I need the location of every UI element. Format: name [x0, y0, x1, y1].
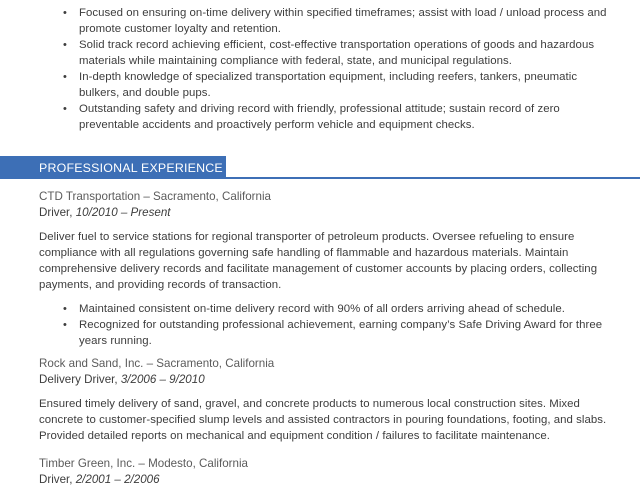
job-title: Driver,	[39, 473, 73, 486]
bullet-icon: •	[63, 39, 67, 51]
job-description: Deliver fuel to service stations for regional transporter of petroleum products. Oversee refueling to ensure compliance with all regulations governing safe handling of flammable and hazardous materials. Maintain comprehensive delivery records and facilitate management of customer accounts by placing orders, collecting payments, and providing records of transaction.	[39, 231, 598, 291]
job-title: Delivery Driver,	[39, 373, 118, 386]
job-entry-ctd-transportation	[39, 189, 614, 349]
job-entry-timber-green	[39, 456, 614, 488]
job-title: Driver,	[39, 206, 73, 219]
job-entry-rock-and-sand	[39, 356, 614, 444]
summary-bullet: • In-depth knowledge of specialized transportation equipment, including reefers, tankers, pneumatic bulkers, and double pups.	[63, 71, 578, 99]
section-title: PROFESSIONAL EXPERIENCE	[39, 161, 223, 175]
bullet-icon: •	[63, 71, 67, 83]
job-description: Ensured timely delivery of sand, gravel, and concrete products to numerous local construction sites. Mixed concrete to customer-specified slump levels and assisted contractors in pouring foundations, footing, and slabs. Provided detailed reports on mechanical and equipment condition / failures to facilitate maintenance.	[39, 398, 607, 442]
summary-bullet: • Solid track record achieving efficient, cost-effective transportation operations of goods and hazardous materials while maintaining compliance with federal, state, and municipal regulations.	[63, 39, 595, 67]
bullet-icon: •	[63, 7, 67, 19]
job-bullet-list	[63, 301, 614, 349]
section-header-rule	[226, 177, 640, 179]
summary-bullet: • Focused on ensuring on-time delivery within specified timeframes; assist with load / unload process and promote customer loyalty and retention.	[63, 7, 607, 35]
bullet-icon: •	[63, 303, 67, 315]
bullet-icon: •	[63, 319, 67, 331]
job-dates: 3/2006 – 9/2010	[120, 373, 205, 386]
job-title-line	[39, 205, 614, 221]
job-bullet: • Recognized for outstanding professional achievement, earning company’s Safe Driving Award for three years running.	[63, 319, 603, 347]
bullet-icon: •	[63, 103, 67, 115]
job-employer: Timber Green, Inc. – Modesto, California	[39, 457, 248, 470]
job-employer: Rock and Sand, Inc. – Sacramento, California	[39, 357, 275, 370]
job-dates: 10/2010 – Present	[75, 206, 171, 219]
job-bullet: • Maintained consistent on-time delivery record with 90% of all orders arriving ahead of schedule.	[63, 303, 565, 315]
job-employer: CTD Transportation – Sacramento, California	[39, 190, 271, 203]
summary-bullet: • Outstanding safety and driving record with friendly, professional attitude; sustain record of zero preventable accidents and proactively perform vehicle and equipment checks.	[63, 103, 560, 131]
summary-bullet-list	[63, 5, 619, 133]
job-dates: 2/2001 – 2/2006	[75, 473, 160, 486]
section-header-professional-experience	[0, 156, 640, 179]
job-title-line	[39, 472, 614, 488]
job-title-line	[39, 372, 614, 388]
